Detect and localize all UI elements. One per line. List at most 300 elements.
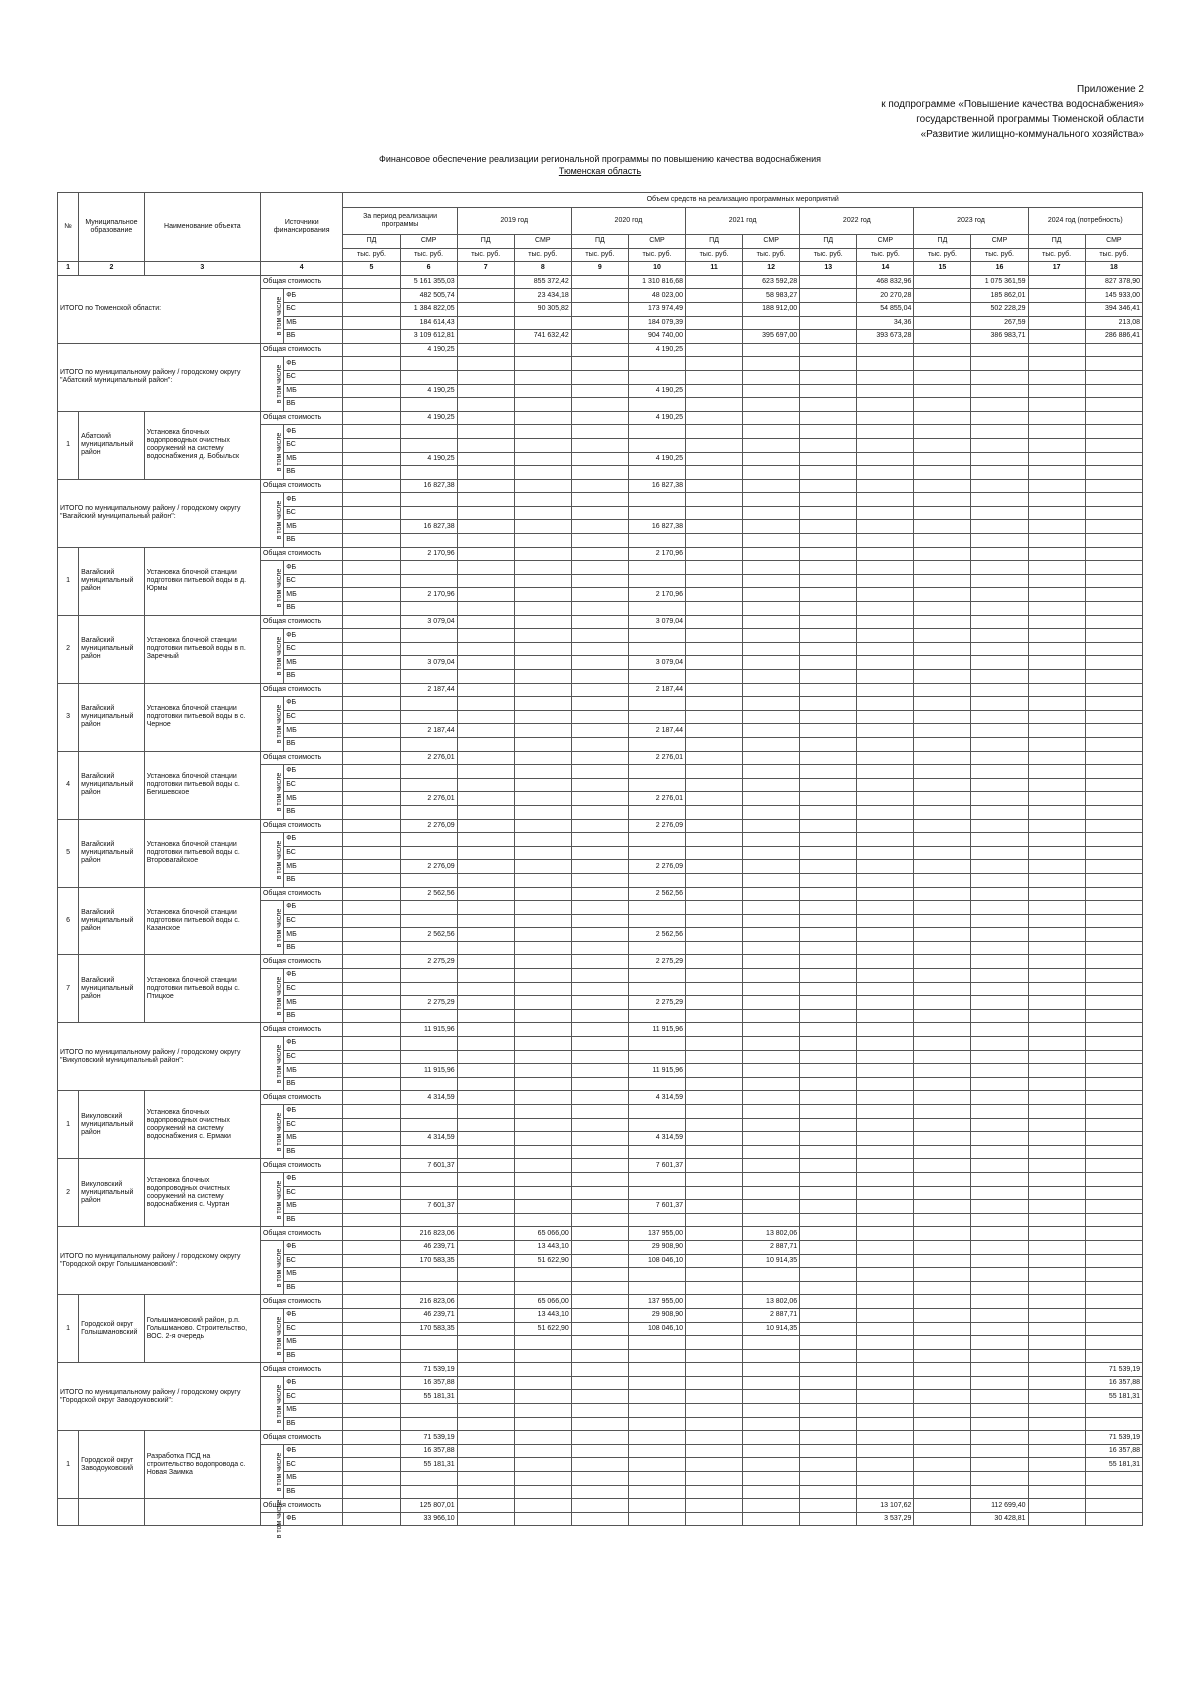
- value-cell: [514, 1404, 571, 1418]
- value-cell: 46 239,71: [400, 1308, 457, 1322]
- value-cell: [914, 1444, 971, 1458]
- value-cell: [800, 1118, 857, 1132]
- value-cell: [1085, 1091, 1142, 1105]
- value-cell: [571, 996, 628, 1010]
- value-cell: [857, 873, 914, 887]
- source-label: ВБ: [284, 1349, 343, 1363]
- value-cell: [743, 384, 800, 398]
- value-cell: [400, 1417, 457, 1431]
- value-cell: [743, 860, 800, 874]
- value-cell: [971, 697, 1028, 711]
- value-cell: [628, 1077, 685, 1091]
- value-cell: [1028, 833, 1085, 847]
- value-cell: [914, 506, 971, 520]
- value-cell: [743, 629, 800, 643]
- value-cell: [971, 534, 1028, 548]
- value-cell: [1085, 452, 1142, 466]
- value-cell: [1028, 1390, 1085, 1404]
- value-cell: [857, 697, 914, 711]
- value-cell: [743, 452, 800, 466]
- source-label: МБ: [284, 1132, 343, 1146]
- value-cell: [971, 506, 1028, 520]
- value-cell: 4 314,59: [400, 1091, 457, 1105]
- municipality-name: Вагайский муниципальный район: [79, 887, 145, 955]
- source-label: ВБ: [284, 1077, 343, 1091]
- total-cost-label: Общая стоимость: [260, 1227, 342, 1241]
- value-cell: [743, 411, 800, 425]
- value-cell: [514, 1376, 571, 1390]
- value-cell: [800, 683, 857, 697]
- value-cell: [628, 438, 685, 452]
- value-cell: 16 357,88: [400, 1376, 457, 1390]
- value-cell: [1028, 1240, 1085, 1254]
- value-cell: [571, 275, 628, 289]
- value-cell: [343, 629, 400, 643]
- value-cell: [1085, 642, 1142, 656]
- value-cell: [343, 941, 400, 955]
- value-cell: [686, 683, 743, 697]
- value-cell: [571, 506, 628, 520]
- value-cell: 3 079,04: [628, 656, 685, 670]
- value-cell: [571, 860, 628, 874]
- value-cell: [686, 1444, 743, 1458]
- value-cell: [686, 969, 743, 983]
- in-total-label: [260, 1308, 283, 1362]
- source-label: ФБ: [284, 1105, 343, 1119]
- value-cell: [686, 302, 743, 316]
- value-cell: [514, 873, 571, 887]
- value-cell: [857, 1417, 914, 1431]
- value-cell: [686, 1064, 743, 1078]
- value-cell: [914, 1472, 971, 1486]
- value-cell: [743, 1512, 800, 1526]
- value-cell: [971, 466, 1028, 480]
- value-cell: [857, 928, 914, 942]
- value-cell: [343, 1376, 400, 1390]
- value-cell: [400, 833, 457, 847]
- value-cell: [571, 1200, 628, 1214]
- source-label: БС: [284, 438, 343, 452]
- value-cell: [400, 438, 457, 452]
- value-cell: [571, 1308, 628, 1322]
- value-cell: [343, 724, 400, 738]
- value-cell: [628, 357, 685, 371]
- value-cell: 827 378,90: [1085, 275, 1142, 289]
- municipality-name: Викуловский муниципальный район: [79, 1091, 145, 1159]
- value-cell: [1028, 1363, 1085, 1377]
- value-cell: [400, 534, 457, 548]
- value-cell: [457, 370, 514, 384]
- value-cell: [514, 928, 571, 942]
- value-cell: [857, 724, 914, 738]
- source-label: БС: [284, 846, 343, 860]
- value-cell: [914, 887, 971, 901]
- value-cell: [857, 357, 914, 371]
- value-cell: [914, 1417, 971, 1431]
- source-label: МБ: [284, 792, 343, 806]
- municipality-name: Вагайский муниципальный район: [79, 819, 145, 887]
- value-cell: 10 914,35: [743, 1254, 800, 1268]
- column-number: 14: [857, 262, 914, 276]
- value-cell: [743, 547, 800, 561]
- value-cell: [971, 574, 1028, 588]
- value-cell: [914, 1213, 971, 1227]
- value-cell: [343, 1363, 400, 1377]
- in-total-label: [260, 1376, 283, 1430]
- value-cell: [971, 656, 1028, 670]
- value-cell: [514, 819, 571, 833]
- value-cell: [1085, 792, 1142, 806]
- value-cell: [571, 1050, 628, 1064]
- value-cell: [1085, 574, 1142, 588]
- value-cell: [971, 1363, 1028, 1377]
- value-cell: [1085, 411, 1142, 425]
- value-cell: [857, 683, 914, 697]
- total-cost-label: Общая стоимость: [260, 887, 342, 901]
- value-cell: 904 740,00: [628, 330, 685, 344]
- header-pd: ПД: [800, 235, 857, 249]
- value-cell: [857, 1390, 914, 1404]
- value-cell: [1085, 357, 1142, 371]
- value-cell: [686, 1485, 743, 1499]
- value-cell: [914, 792, 971, 806]
- value-cell: [571, 1159, 628, 1173]
- value-cell: [514, 588, 571, 602]
- value-cell: 2 276,09: [628, 860, 685, 874]
- value-cell: [571, 1064, 628, 1078]
- value-cell: [514, 1458, 571, 1472]
- value-cell: [800, 534, 857, 548]
- value-cell: 3 079,04: [400, 656, 457, 670]
- value-cell: [857, 1091, 914, 1105]
- value-cell: [457, 615, 514, 629]
- value-cell: [800, 289, 857, 303]
- value-cell: [457, 941, 514, 955]
- value-cell: [514, 1417, 571, 1431]
- value-cell: [743, 683, 800, 697]
- object-name: Установка блочной станции подготовки питьевой воды в п. Заречный: [144, 615, 260, 683]
- appendix-block: [881, 82, 1144, 142]
- value-cell: [457, 330, 514, 344]
- value-cell: [457, 425, 514, 439]
- value-cell: [857, 737, 914, 751]
- value-cell: [571, 534, 628, 548]
- value-cell: [800, 1363, 857, 1377]
- value-cell: [628, 1472, 685, 1486]
- value-cell: [457, 1349, 514, 1363]
- value-cell: [800, 697, 857, 711]
- value-cell: [914, 1091, 971, 1105]
- table-row: [58, 683, 1143, 697]
- value-cell: [457, 1227, 514, 1241]
- value-cell: [971, 969, 1028, 983]
- value-cell: [343, 302, 400, 316]
- value-cell: [1028, 982, 1085, 996]
- value-cell: [400, 670, 457, 684]
- value-cell: [686, 1118, 743, 1132]
- value-cell: [800, 1186, 857, 1200]
- value-cell: [686, 466, 743, 480]
- value-cell: [343, 969, 400, 983]
- value-cell: [914, 629, 971, 643]
- document-title-block: [0, 153, 1200, 177]
- header-unit: тыс. руб.: [571, 248, 628, 262]
- source-label: МБ: [284, 928, 343, 942]
- value-cell: [457, 1050, 514, 1064]
- value-cell: [1028, 1186, 1085, 1200]
- table-row: [58, 411, 1143, 425]
- value-cell: [686, 941, 743, 955]
- object-name: Установка блочных водопроводных очистных сооружений на систему водоснабжения д. Бобыльск: [144, 411, 260, 479]
- value-cell: [628, 398, 685, 412]
- value-cell: [1085, 1322, 1142, 1336]
- value-cell: [343, 887, 400, 901]
- value-cell: [857, 1404, 914, 1418]
- value-cell: [514, 1172, 571, 1186]
- value-cell: [971, 887, 1028, 901]
- source-label: ФБ: [284, 1512, 343, 1526]
- header-unit: тыс. руб.: [971, 248, 1028, 262]
- value-cell: 108 046,10: [628, 1322, 685, 1336]
- value-cell: [514, 452, 571, 466]
- value-cell: [514, 1431, 571, 1445]
- value-cell: [343, 1268, 400, 1282]
- value-cell: [514, 479, 571, 493]
- value-cell: [1028, 1091, 1085, 1105]
- value-cell: [857, 1363, 914, 1377]
- in-total-text: в том числе: [276, 636, 284, 676]
- value-cell: [457, 642, 514, 656]
- value-cell: [1085, 1213, 1142, 1227]
- value-cell: [457, 275, 514, 289]
- value-cell: [514, 1023, 571, 1037]
- value-cell: [800, 1444, 857, 1458]
- value-cell: [457, 302, 514, 316]
- value-cell: [628, 1336, 685, 1350]
- value-cell: [857, 1295, 914, 1309]
- value-cell: [1028, 398, 1085, 412]
- header-period: 2020 год: [571, 208, 685, 235]
- value-cell: [914, 547, 971, 561]
- value-cell: [971, 588, 1028, 602]
- value-cell: [628, 1281, 685, 1295]
- value-cell: [686, 642, 743, 656]
- value-cell: [628, 425, 685, 439]
- value-cell: [571, 1118, 628, 1132]
- value-cell: [743, 941, 800, 955]
- value-cell: [800, 602, 857, 616]
- value-cell: 188 912,00: [743, 302, 800, 316]
- value-cell: [1028, 955, 1085, 969]
- value-cell: [743, 506, 800, 520]
- value-cell: [457, 1240, 514, 1254]
- value-cell: [514, 860, 571, 874]
- value-cell: [1085, 534, 1142, 548]
- value-cell: [514, 982, 571, 996]
- region-name: Тюменская область: [558, 166, 642, 176]
- source-label: БС: [284, 1322, 343, 1336]
- value-cell: [1085, 710, 1142, 724]
- value-cell: [800, 1404, 857, 1418]
- value-cell: [1085, 1485, 1142, 1499]
- value-cell: [571, 438, 628, 452]
- value-cell: [914, 357, 971, 371]
- value-cell: [800, 1227, 857, 1241]
- value-cell: [971, 914, 1028, 928]
- value-cell: [1028, 1268, 1085, 1282]
- value-cell: [914, 1485, 971, 1499]
- value-cell: [514, 737, 571, 751]
- value-cell: 29 908,90: [628, 1240, 685, 1254]
- value-cell: [457, 1064, 514, 1078]
- column-number: 15: [914, 262, 971, 276]
- value-cell: [914, 479, 971, 493]
- value-cell: [400, 398, 457, 412]
- value-cell: [457, 479, 514, 493]
- value-cell: [457, 602, 514, 616]
- value-cell: [571, 642, 628, 656]
- source-label: МБ: [284, 1336, 343, 1350]
- value-cell: [628, 629, 685, 643]
- value-cell: [743, 1105, 800, 1119]
- value-cell: [1028, 710, 1085, 724]
- in-total-text: в том числе: [276, 432, 284, 472]
- value-cell: [857, 1227, 914, 1241]
- value-cell: [457, 1376, 514, 1390]
- value-cell: [686, 1172, 743, 1186]
- value-cell: [457, 398, 514, 412]
- value-cell: [343, 452, 400, 466]
- value-cell: [743, 1077, 800, 1091]
- value-cell: 13 443,10: [514, 1240, 571, 1254]
- value-cell: [743, 1281, 800, 1295]
- value-cell: [971, 357, 1028, 371]
- value-cell: [628, 466, 685, 480]
- value-cell: [800, 1023, 857, 1037]
- value-cell: [628, 574, 685, 588]
- in-total-text: в том числе: [276, 908, 284, 948]
- value-cell: [514, 1186, 571, 1200]
- value-cell: [857, 1336, 914, 1350]
- total-cost-label: Общая стоимость: [260, 1023, 342, 1037]
- value-cell: [1028, 275, 1085, 289]
- value-cell: [1085, 466, 1142, 480]
- value-cell: [1085, 370, 1142, 384]
- value-cell: [857, 1431, 914, 1445]
- value-cell: [457, 574, 514, 588]
- value-cell: [971, 819, 1028, 833]
- value-cell: [1085, 1512, 1142, 1526]
- value-cell: [857, 982, 914, 996]
- value-cell: [914, 1077, 971, 1091]
- value-cell: [914, 1227, 971, 1241]
- value-cell: 1 310 816,68: [628, 275, 685, 289]
- value-cell: [343, 1390, 400, 1404]
- value-cell: [800, 506, 857, 520]
- value-cell: [857, 438, 914, 452]
- value-cell: [343, 1037, 400, 1051]
- value-cell: [686, 479, 743, 493]
- value-cell: [571, 411, 628, 425]
- source-label: ВБ: [284, 670, 343, 684]
- value-cell: [914, 615, 971, 629]
- value-cell: [343, 343, 400, 357]
- value-cell: [1085, 833, 1142, 847]
- value-cell: [628, 1349, 685, 1363]
- value-cell: [971, 710, 1028, 724]
- value-cell: [800, 737, 857, 751]
- value-cell: [514, 1336, 571, 1350]
- value-cell: 55 181,31: [1085, 1390, 1142, 1404]
- value-cell: [914, 656, 971, 670]
- value-cell: [1028, 547, 1085, 561]
- value-cell: [400, 1037, 457, 1051]
- value-cell: [343, 1254, 400, 1268]
- value-cell: 58 983,27: [743, 289, 800, 303]
- value-cell: [343, 466, 400, 480]
- value-cell: [514, 1499, 571, 1513]
- value-cell: [343, 928, 400, 942]
- value-cell: [457, 493, 514, 507]
- value-cell: [971, 778, 1028, 792]
- value-cell: [971, 1009, 1028, 1023]
- value-cell: [800, 561, 857, 575]
- value-cell: [343, 765, 400, 779]
- in-total-text: в том числе: [276, 1316, 284, 1355]
- value-cell: [914, 1281, 971, 1295]
- value-cell: [914, 1268, 971, 1282]
- value-cell: [800, 1091, 857, 1105]
- value-cell: [971, 384, 1028, 398]
- object-name: Установка блочной станции подготовки питьевой воды с. Птицкое: [144, 955, 260, 1023]
- value-cell: [514, 1268, 571, 1282]
- value-cell: [1085, 588, 1142, 602]
- value-cell: [971, 1050, 1028, 1064]
- value-cell: [457, 1023, 514, 1037]
- value-cell: [1028, 751, 1085, 765]
- header-smr: СМР: [400, 235, 457, 249]
- value-cell: [1028, 1431, 1085, 1445]
- value-cell: [343, 289, 400, 303]
- value-cell: [686, 1145, 743, 1159]
- source-label: БС: [284, 710, 343, 724]
- value-cell: [1085, 778, 1142, 792]
- value-cell: [1085, 969, 1142, 983]
- value-cell: [457, 765, 514, 779]
- municipality-name: Городской округ Заводоуковский: [79, 1431, 145, 1499]
- value-cell: [800, 370, 857, 384]
- value-cell: [857, 343, 914, 357]
- column-number: 5: [343, 262, 400, 276]
- value-cell: 216 823,06: [400, 1227, 457, 1241]
- value-cell: [1085, 1472, 1142, 1486]
- source-label: БС: [284, 302, 343, 316]
- value-cell: [343, 275, 400, 289]
- value-cell: [800, 574, 857, 588]
- value-cell: [457, 1444, 514, 1458]
- value-cell: [743, 1023, 800, 1037]
- value-cell: [857, 1023, 914, 1037]
- value-cell: [457, 534, 514, 548]
- value-cell: [343, 1281, 400, 1295]
- value-cell: [743, 561, 800, 575]
- value-cell: [400, 493, 457, 507]
- value-cell: [628, 901, 685, 915]
- value-cell: [971, 1132, 1028, 1146]
- column-number: 2: [79, 262, 145, 276]
- value-cell: [686, 275, 743, 289]
- value-cell: [914, 289, 971, 303]
